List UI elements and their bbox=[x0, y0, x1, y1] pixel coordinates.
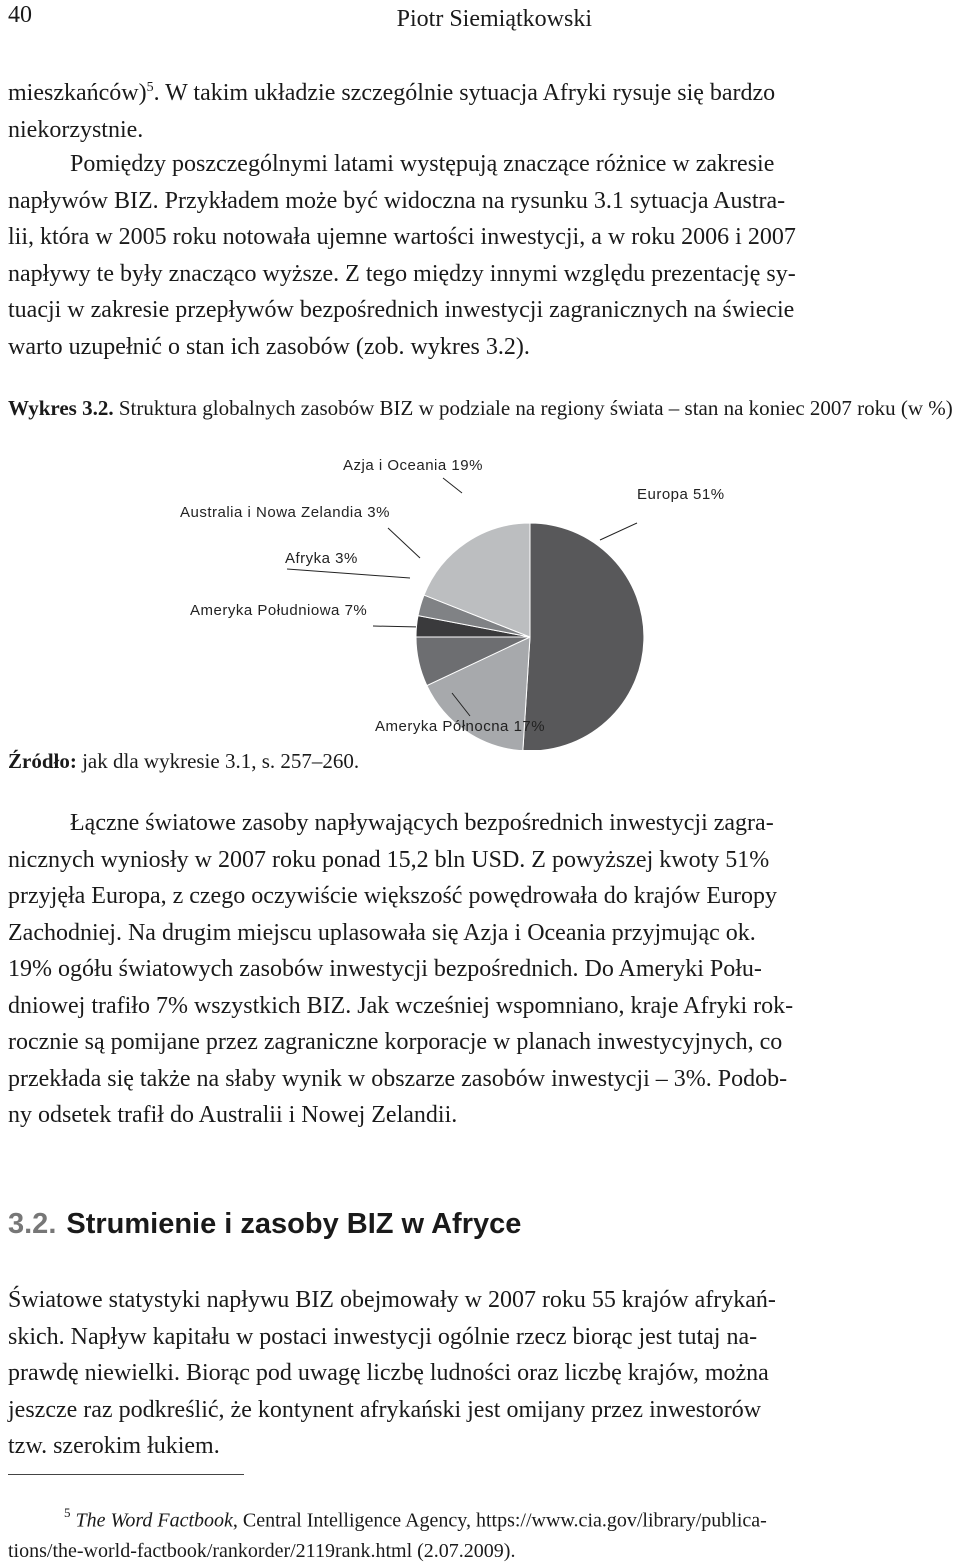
pie-leader-line bbox=[443, 478, 462, 493]
paragraph-3-line: dniowej trafiło 7% wszystkich BIZ. Jak wcześniej wspomniano, kraje Afryki rok- bbox=[8, 992, 794, 1019]
pie-slice-label: Ameryka Północna 17% bbox=[375, 718, 546, 735]
paragraph-4-line: prawdę niewielki. Biorąc pod uwagę liczbę ludności oraz liczbę krajów, można bbox=[8, 1360, 769, 1386]
pie-slice-label: Afryka 3% bbox=[285, 550, 358, 567]
pie-slice-label: Australia i Nowa Zelandia 3% bbox=[180, 504, 390, 521]
paragraph-1-text-after: . W takim układzie szczególnie sytuacja Afryki rysuje się bardzo bbox=[153, 80, 776, 106]
section-heading bbox=[8, 1208, 521, 1241]
paragraph-3 bbox=[8, 805, 954, 1134]
paragraph-3-line: rocznie są pomijane przez zagraniczne korporacje w planach inwestycyjnych, co bbox=[8, 1029, 783, 1055]
pie-slice-label: Azja i Oceania 19% bbox=[343, 457, 483, 474]
paragraph-1-line: niekorzystnie. bbox=[8, 116, 144, 143]
running-head: Piotr Siemiątkowski bbox=[396, 6, 592, 32]
figure-caption-label: Wykres 3.2. bbox=[8, 396, 114, 420]
paragraph-2-line: napływy te były znacząco wyższe. Z tego między innymi względu prezentację sy- bbox=[8, 260, 796, 287]
pie-leader-line bbox=[287, 569, 410, 578]
paragraph-1-text-before: mieszkańców) bbox=[8, 80, 147, 106]
footnote-text[interactable]: , Central Intelligence Agency, https://www.cia.gov/library/publica- bbox=[232, 1509, 767, 1532]
paragraph-3-line: Zachodniej. Na drugim miejscu uplasowała się Azja i Oceania przyjmując ok. bbox=[8, 919, 756, 946]
paragraph-4 bbox=[8, 1282, 954, 1465]
paragraph-4-line: Światowe statystyki napływu BIZ obejmowały w 2007 roku 55 krajów afrykań- bbox=[8, 1287, 776, 1313]
figure-source-text: jak dla wykresie 3.1, s. 257–260. bbox=[76, 749, 360, 773]
footnote-source-title: The Word Factbook bbox=[75, 1509, 233, 1532]
pie-leader-line bbox=[388, 528, 420, 558]
paragraph-3-line: przyjęła Europa, z czego oczywiście większość powędrowała do krajów Europy bbox=[8, 883, 778, 909]
pie-slice-label: Europa 51% bbox=[637, 486, 725, 503]
section-title: Strumienie i zasoby BIZ w Afryce bbox=[66, 1208, 522, 1240]
footnote-text-continued[interactable]: tions/the-world-factbook/rankorder/2119rank.html (2.07.2009). bbox=[8, 1539, 516, 1562]
footnote-separator bbox=[8, 1474, 244, 1475]
paragraph-4-line: tzw. szerokim łukiem. bbox=[8, 1433, 220, 1459]
paragraph-3-line: Łączne światowe zasoby napływających bezpośrednich inwestycji zagra- bbox=[70, 810, 774, 836]
page-number: 40 bbox=[8, 2, 32, 28]
figure-caption-text: Struktura globalnych zasobów BIZ w podziale na regiony świata – stan na koniec 2007 roku (w %) bbox=[113, 396, 953, 420]
paragraph-1-line bbox=[8, 70, 954, 112]
figure-source-label: Źródło: bbox=[8, 749, 77, 773]
section-number: 3.2. bbox=[8, 1208, 57, 1240]
paragraph-2-line: napływów BIZ. Przykładem może być widoczna na rysunku 3.1 sytuacja Austra- bbox=[8, 187, 786, 214]
paragraph-3-line: przekłada się także na słaby wynik w obszarze zasobów inwestycji – 3%. Podob- bbox=[8, 1065, 788, 1092]
figure-caption bbox=[8, 393, 954, 424]
footnote-number: 5 bbox=[64, 1505, 71, 1520]
paragraph-4-line: skich. Napływ kapitału w postaci inwestycji ogólnie rzecz biorąc jest tutaj na- bbox=[8, 1323, 758, 1350]
pie-chart bbox=[0, 440, 960, 750]
paragraph-3-line: nicznych wyniosły w 2007 roku ponad 15,2 bln USD. Z powyższej kwoty 51% bbox=[8, 846, 770, 873]
paragraph-1 bbox=[8, 70, 954, 148]
paragraph-3-line: 19% ogółu światowych zasobów inwestycji bezpośrednich. Do Ameryki Połu- bbox=[8, 956, 762, 982]
paragraph-2 bbox=[8, 146, 954, 365]
pie-chart-svg bbox=[0, 440, 960, 750]
paragraph-2-line: Pomiędzy poszczególnymi latami występują znaczące różnice w zakresie bbox=[70, 151, 775, 177]
footnote bbox=[8, 1500, 954, 1566]
pie-slice-label: Ameryka Południowa 7% bbox=[190, 602, 368, 619]
footnote-reference[interactable]: 5 bbox=[146, 80, 154, 95]
paragraph-2-line: lii, która w 2005 roku notowała ujemne wartości inwestycji, a w roku 2006 i 2007 bbox=[8, 224, 796, 250]
pie-leader-line bbox=[373, 626, 420, 627]
figure-source bbox=[8, 749, 359, 774]
paragraph-4-line: jeszcze raz podkreślić, że kontynent afrykański jest omijany przez inwestorów bbox=[8, 1396, 762, 1423]
pie-leader-line bbox=[600, 523, 637, 540]
paragraph-3-line: ny odsetek trafił do Australii i Nowej Zelandii. bbox=[8, 1102, 458, 1128]
paragraph-2-line: warto uzupełnić o stan ich zasobów (zob. wykres 3.2). bbox=[8, 333, 530, 360]
paragraph-2-line: tuacji w zakresie przepływów bezpośrednich inwestycji zagranicznych na świecie bbox=[8, 297, 795, 323]
page-header bbox=[0, 0, 960, 45]
pie-slice bbox=[523, 523, 644, 750]
